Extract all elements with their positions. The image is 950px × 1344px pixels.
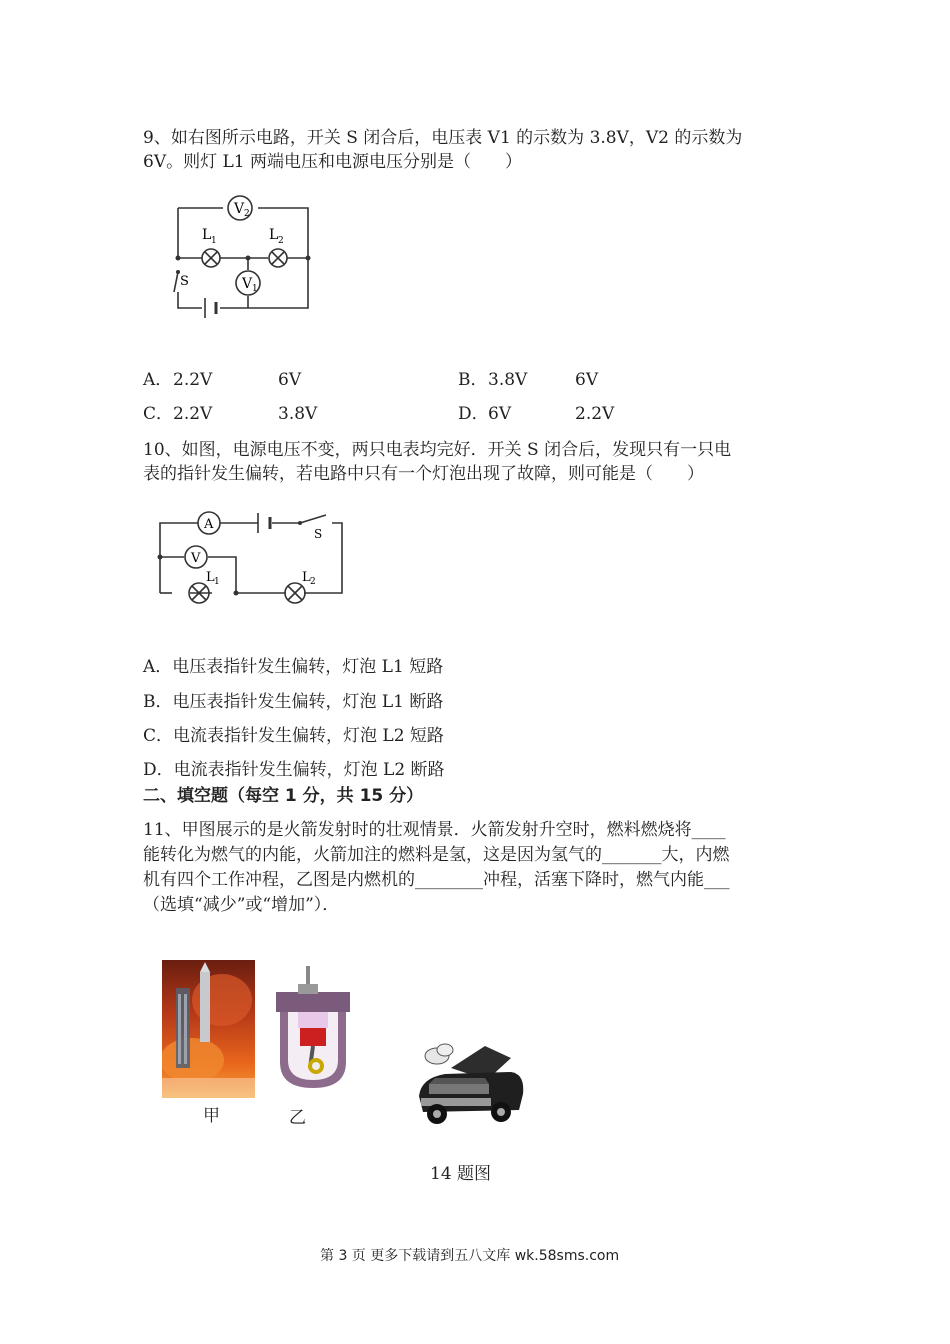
q9-option-d-value1: 6V xyxy=(488,404,512,424)
q9-option-c-letter: C． xyxy=(143,404,174,424)
cylinder-head xyxy=(276,992,350,1012)
q10-ammeter-label: A xyxy=(204,517,214,532)
q10-text-line2: 表的指针发生偏转，若电路中只有一个灯泡出现了故障，则可能是（ ） xyxy=(143,464,704,484)
q11-text-line3: 机有四个工作冲程，乙图是内燃机的________冲程，活塞下降时，燃气内能___ xyxy=(143,870,730,890)
switch-label: S xyxy=(180,274,189,289)
q9-option-c-value2: 3.8V xyxy=(278,404,318,424)
q9-option-d-letter: D． xyxy=(458,404,489,424)
rocket-body xyxy=(200,972,210,1042)
l1-sub: 1 xyxy=(211,236,217,246)
rocket-launch-image xyxy=(162,960,255,1098)
q10-option-d: D．电流表指针发生偏转，灯泡 L2 断路 xyxy=(143,760,445,780)
v1-label: V xyxy=(242,276,253,292)
q10-text-line1: 10、如图，电源电压不变，两只电表均完好．开关 S 闭合后，发现只有一只电 xyxy=(143,440,732,460)
v2-label: V xyxy=(234,201,245,217)
q11-text-line4: （选填“减少”或“增加”）． xyxy=(143,895,340,915)
q9-option-a-letter: A． xyxy=(143,370,173,390)
q9-circuit-diagram xyxy=(150,188,325,328)
page-footer: 第 3 页 更多下载请到五八文库 wk.58sms.com xyxy=(320,1248,620,1264)
q10-l1-label: L xyxy=(206,570,215,585)
caption-yi: 乙 xyxy=(289,1108,306,1128)
q10-option-b: B．电压表指针发生偏转，灯泡 L1 断路 xyxy=(143,692,444,712)
q10-l2-sub: 2 xyxy=(310,577,316,587)
v1-sub: 1 xyxy=(252,284,258,294)
q9-option-b-value2: 6V xyxy=(575,370,599,390)
q9-switch-blade xyxy=(174,272,178,292)
q10-voltmeter-label: V xyxy=(191,551,201,566)
q9-option-b-value1: 3.8V xyxy=(488,370,528,390)
l1-cross xyxy=(205,252,217,264)
q11-text-line2: 能转化为燃气的内能，火箭加注的燃料是氢，这是因为氢气的_______大，内燃 xyxy=(143,845,730,865)
q10-l1-sub: 1 xyxy=(214,577,220,587)
figure-caption: 14 题图 xyxy=(430,1164,492,1184)
q9-text-line2: 6V。则灯 L1 两端电压和电源电压分别是（ ） xyxy=(143,152,523,172)
q9-option-d-value2: 2.2V xyxy=(575,404,615,424)
q10-circuit-diagram xyxy=(150,505,350,610)
q10-l2-label: L xyxy=(302,570,311,585)
caption-jia: 甲 xyxy=(203,1106,220,1126)
v2-sub: 2 xyxy=(244,209,250,219)
q10-l2-cross xyxy=(288,586,302,600)
q10-option-a: A．电压表指针发生偏转，灯泡 L1 短路 xyxy=(143,657,444,677)
piston xyxy=(300,1028,326,1046)
engine-cylinder-image xyxy=(270,962,356,1092)
q9-option-c-value1: 2.2V xyxy=(173,404,213,424)
q9-option-b-letter: B． xyxy=(458,370,488,390)
l2-label: L xyxy=(269,227,279,243)
q10-switch-blade xyxy=(300,515,326,523)
q9-wire-bottom-left xyxy=(178,292,202,308)
q11-text-line1: 11、甲图展示的是火箭发射时的壮观情景．火箭发射升空时，燃料燃烧将____ xyxy=(143,820,726,840)
q9-text-line1: 9、如右图所示电路，开关 S 闭合后，电压表 V1 的示数为 3.8V，V2 的示数为 xyxy=(143,128,743,148)
q9-option-a-value2: 6V xyxy=(278,370,302,390)
car-open-hood-image xyxy=(415,1040,527,1128)
section-2-title: 二、填空题（每空 1 分，共 15 分） xyxy=(143,786,424,806)
q10-switch-label: S xyxy=(314,527,323,541)
l2-cross xyxy=(272,252,284,264)
q9-option-a-value1: 2.2V xyxy=(173,370,213,390)
l1-label: L xyxy=(202,227,212,243)
q10-option-c: C．电流表指针发生偏转，灯泡 L2 短路 xyxy=(143,726,444,746)
l2-sub: 2 xyxy=(278,236,284,246)
